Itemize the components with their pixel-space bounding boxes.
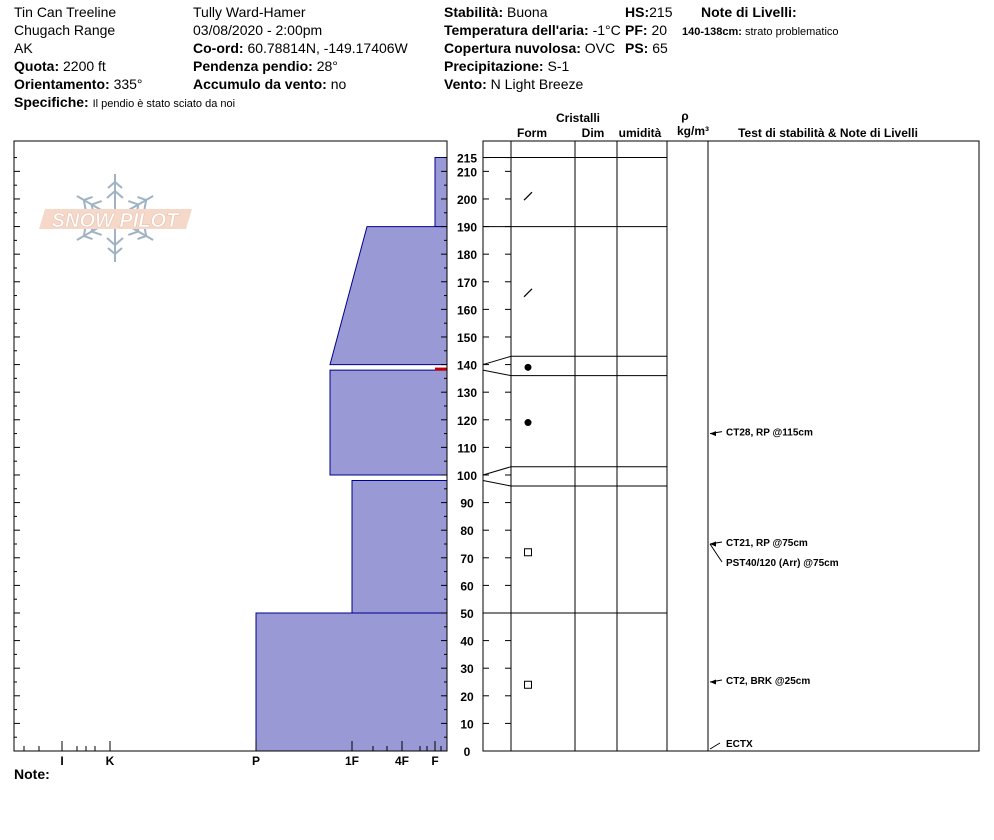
height-tick-label: 110 [457, 441, 477, 456]
height-tick-label: 210 [456, 165, 478, 180]
precip-label: Precipitazione: [444, 58, 544, 74]
hardness-tick-label: F [431, 754, 439, 768]
height-tick-label: 0 [463, 745, 471, 759]
test-pointer [710, 743, 720, 749]
pendenza-label: Pendenza pendio: [193, 58, 313, 74]
header-form: Form [517, 126, 547, 140]
note-livelli-title: Note di Livelli: [701, 4, 797, 20]
test-label: ECTX [726, 739, 753, 750]
header-density-unit: kg/m³ [676, 124, 710, 138]
snowpilot-logo [39, 174, 192, 262]
layer-boundary-connector [483, 356, 511, 364]
hardness-tick-label: I [60, 754, 64, 768]
header-umidita: umidità [618, 126, 662, 140]
stabilita-label: Stabilità: [444, 4, 504, 20]
height-tick-label: 180 [456, 248, 478, 263]
pf-value: 20 [651, 22, 668, 38]
height-tick-label: 100 [456, 468, 478, 483]
pf-label: PF: [625, 22, 648, 38]
range-name: Chugach Range [14, 22, 116, 38]
pendenza-value: 28° [316, 58, 338, 74]
height-tick-label: 140 [456, 358, 478, 373]
layer-boundary-connector [483, 481, 511, 487]
temp-label: Temperatura dell'aria: [444, 22, 589, 38]
coord-label: Co-ord: [193, 40, 244, 56]
height-tick-label: 90 [460, 496, 474, 511]
test-arrowhead [710, 431, 716, 436]
height-tick-label: 10 [460, 717, 474, 732]
stabilita-value: Buona [507, 4, 548, 20]
vento-value: N Light Breeze [490, 76, 584, 92]
hardness-tick-label: 4F [394, 754, 410, 768]
height-tick-label: 190 [456, 220, 478, 235]
quota-value: 2200 ft [63, 58, 106, 74]
orient-value: 335° [113, 76, 143, 92]
data-panel-frame [483, 141, 979, 751]
crystal-melt-freeze-symbol [525, 364, 532, 371]
height-tick-label: 120 [456, 413, 478, 428]
date-time: 03/08/2020 - 2:00pm [193, 22, 323, 38]
hardness-tick-label: K [105, 754, 115, 768]
layer-boundary-connector [483, 370, 511, 376]
test-arrowhead [710, 679, 716, 684]
hs-value: 215 [649, 4, 673, 20]
height-tick-label: 130 [456, 386, 478, 401]
header-rho: ρ [681, 109, 689, 123]
vento-label: Vento: [444, 76, 487, 92]
ps-label: PS: [625, 40, 649, 56]
hardness-layers [256, 158, 447, 751]
crystal-decomposing-symbol [524, 289, 532, 297]
chart-axes [14, 141, 979, 768]
specifiche-label: Specifiche: [14, 94, 89, 110]
height-tick-label: 80 [460, 524, 474, 539]
test-label: PST40/120 (Arr) @75cm [726, 557, 839, 569]
height-tick-label: 40 [460, 634, 474, 649]
height-tick-label: 170 [456, 275, 478, 290]
specifiche-value: Il pendio è stato sciato da noi [92, 98, 236, 110]
hardness-layer [435, 158, 447, 227]
hardness-layer [330, 227, 447, 365]
hardness-layer [352, 481, 447, 613]
observer-name: Tully Ward-Hamer [193, 4, 306, 20]
header-test: Test di stabilità & Note di Livelli [738, 126, 918, 140]
location-name: Tin Can Treeline [14, 4, 117, 20]
height-tick-label: 160 [456, 303, 478, 318]
crystal-melt-freeze-symbol [525, 419, 532, 426]
copertura-value: OVC [584, 40, 616, 56]
hardness-layer [256, 613, 447, 751]
crystal-faceted-symbol [525, 681, 532, 688]
height-tick-label: 50 [460, 606, 474, 621]
note-livelli-text: strato problematico [745, 26, 839, 38]
height-tick-label: 215 [456, 151, 478, 166]
layer-boundary-connector [483, 467, 511, 475]
test-label: CT2, BRK @25cm [726, 675, 811, 687]
coord-value: 60.78814N, -149.17406W [247, 40, 408, 56]
precip-value: S-1 [547, 58, 570, 74]
ps-value: 65 [652, 40, 668, 56]
hardness-layer [330, 370, 447, 475]
header-dim: Dim [581, 126, 605, 140]
height-tick-label: 200 [456, 192, 478, 207]
copertura-label: Copertura nuvolosa: [444, 40, 581, 56]
test-label: CT28, RP @115cm [726, 427, 813, 439]
crystal-faceted-symbol [525, 549, 532, 556]
height-tick-label: 150 [456, 330, 478, 345]
test-label: CT21, RP @75cm [726, 537, 808, 549]
height-tick-label: 70 [460, 551, 474, 566]
accumulo-value: no [330, 76, 347, 92]
problem-layer-marker [435, 368, 447, 371]
height-tick-label: 20 [460, 689, 474, 704]
state-name: AK [14, 40, 33, 56]
orient-label: Orientamento: [14, 76, 110, 92]
hardness-tick-label: 1F [344, 754, 360, 768]
temp-value: -1°C [592, 22, 621, 38]
accumulo-label: Accumulo da vento: [193, 76, 327, 92]
crystal-decomposing-symbol [524, 192, 532, 200]
note-livelli-range: 140-138cm: [682, 26, 742, 38]
height-tick-label: 30 [460, 662, 474, 677]
logo-text: SNOW PILOT [51, 210, 179, 232]
header-cristalli: Cristalli [555, 111, 601, 125]
quota-label: Quota: [14, 58, 60, 74]
note-label: Note: [14, 766, 50, 782]
hardness-tick-label: P [251, 754, 261, 768]
height-tick-label: 60 [460, 579, 474, 594]
test-pointer [710, 544, 722, 562]
hs-label: HS: [625, 4, 650, 20]
